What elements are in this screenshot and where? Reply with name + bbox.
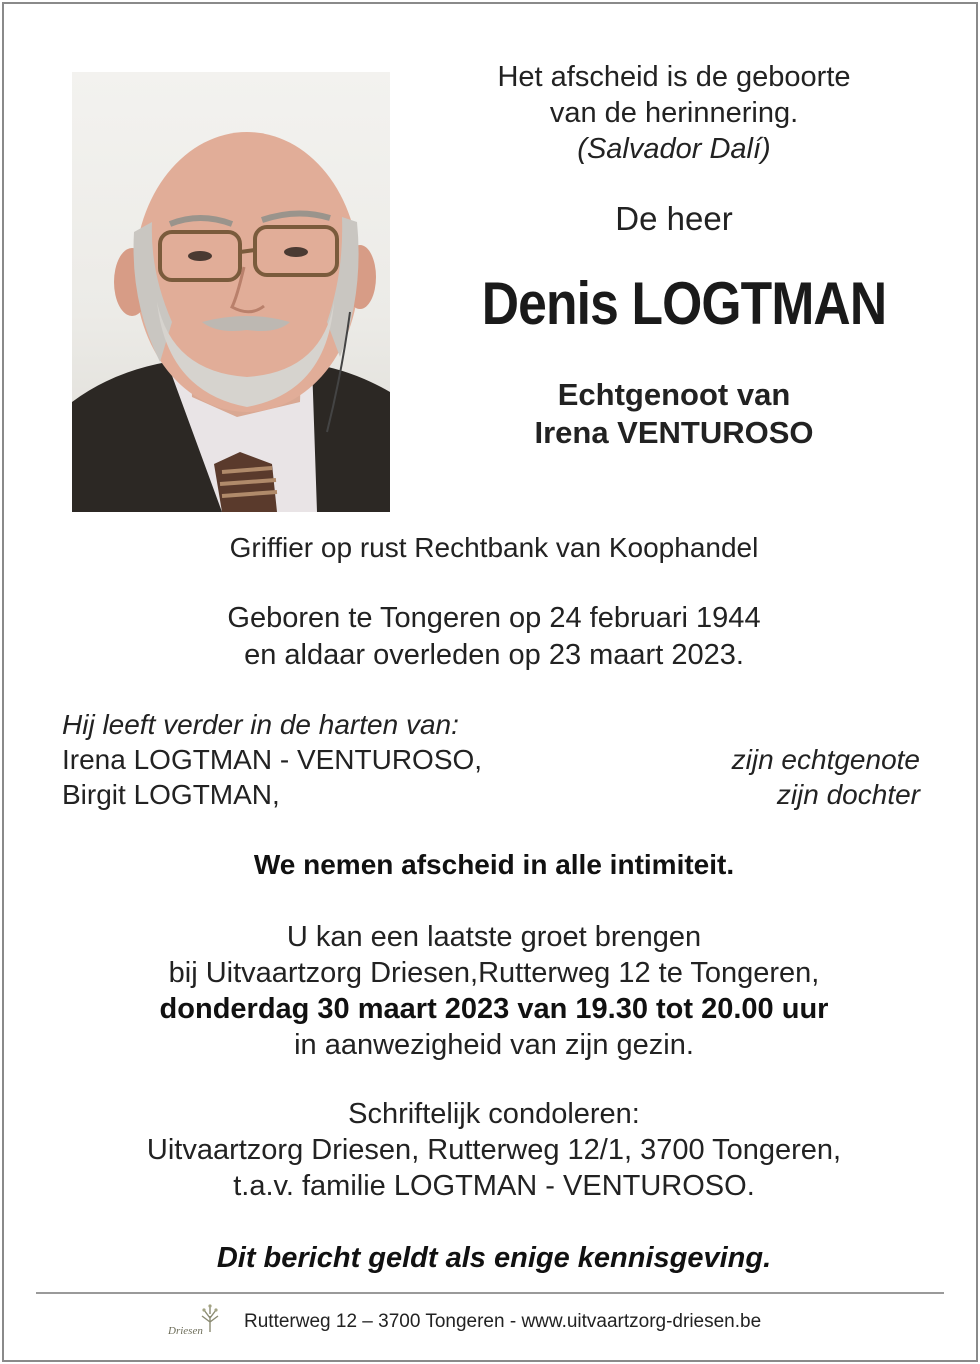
condolence-address <box>4 1096 980 1204</box>
funeral-home-logo <box>166 1302 230 1342</box>
condolence-line-1: Schriftelijk condoleren: <box>348 1098 640 1130</box>
mourner-relation: zijn dochter <box>776 779 920 810</box>
mourners-list <box>62 707 924 812</box>
deceased-name: Denis LOGTMAN <box>481 270 887 337</box>
mourner-row <box>62 742 924 777</box>
farewell-statement: We nemen afscheid in alle intimiteit. <box>253 849 735 880</box>
mourner-relation: zijn echtgenote <box>731 744 920 775</box>
condolence-line-2: Uitvaartzorg Driesen, Rutterweg 12/1, 3700 Tongeren, <box>146 1134 842 1166</box>
notice-statement: Dit bericht geldt als enige kennisgeving. <box>216 1242 772 1274</box>
visit-datetime: donderdag 30 maart 2023 van 19.30 tot 20.00 uur <box>159 993 829 1025</box>
mourner-row <box>62 777 924 812</box>
death-line: en aldaar overleden op 23 maart 2023. <box>244 639 744 671</box>
mourner-name: Irena LOGTMAN - VENTUROSO, <box>62 744 483 775</box>
visitation-info <box>4 919 980 1063</box>
life-dates <box>4 600 980 674</box>
honorific: De heer <box>615 200 733 237</box>
mourner-name: Birgit LOGTMAN, <box>62 779 280 810</box>
quote-line-2: van de herinnering. <box>549 97 799 129</box>
footer-address: Rutterweg 12 – 3700 Tongeren - www.uitvaartzorg-driesen.be <box>244 1311 762 1332</box>
birth-line: Geboren te Tongeren op 24 februari 1944 <box>227 602 761 634</box>
condolence-line-3: t.a.v. familie LOGTMAN - VENTUROSO. <box>233 1170 755 1202</box>
mourners-intro: Hij leeft verder in de harten van: <box>62 709 459 740</box>
quote-author: (Salvador Dalí) <box>577 133 771 165</box>
memorial-quote <box>424 59 924 167</box>
footer <box>166 1300 761 1344</box>
spouse-line-2: Irena VENTUROSO <box>534 415 814 450</box>
obituary-card <box>2 2 978 1362</box>
occupation: Griffier op rust Rechtbank van Koophandel <box>229 532 759 563</box>
visit-line-4: in aanwezigheid van zijn gezin. <box>294 1029 694 1061</box>
logo-text: Driesen <box>168 1325 203 1337</box>
footer-divider <box>36 1292 944 1294</box>
visit-line-1: U kan een laatste groet brengen <box>286 921 702 953</box>
spouse-info <box>424 376 924 452</box>
quote-line-1: Het afscheid is de geboorte <box>497 61 851 93</box>
spouse-line-1: Echtgenoot van <box>557 377 791 412</box>
portrait-photo <box>72 72 390 512</box>
visit-line-2: bij Uitvaartzorg Driesen,Rutterweg 12 te Tongeren, <box>168 957 820 989</box>
